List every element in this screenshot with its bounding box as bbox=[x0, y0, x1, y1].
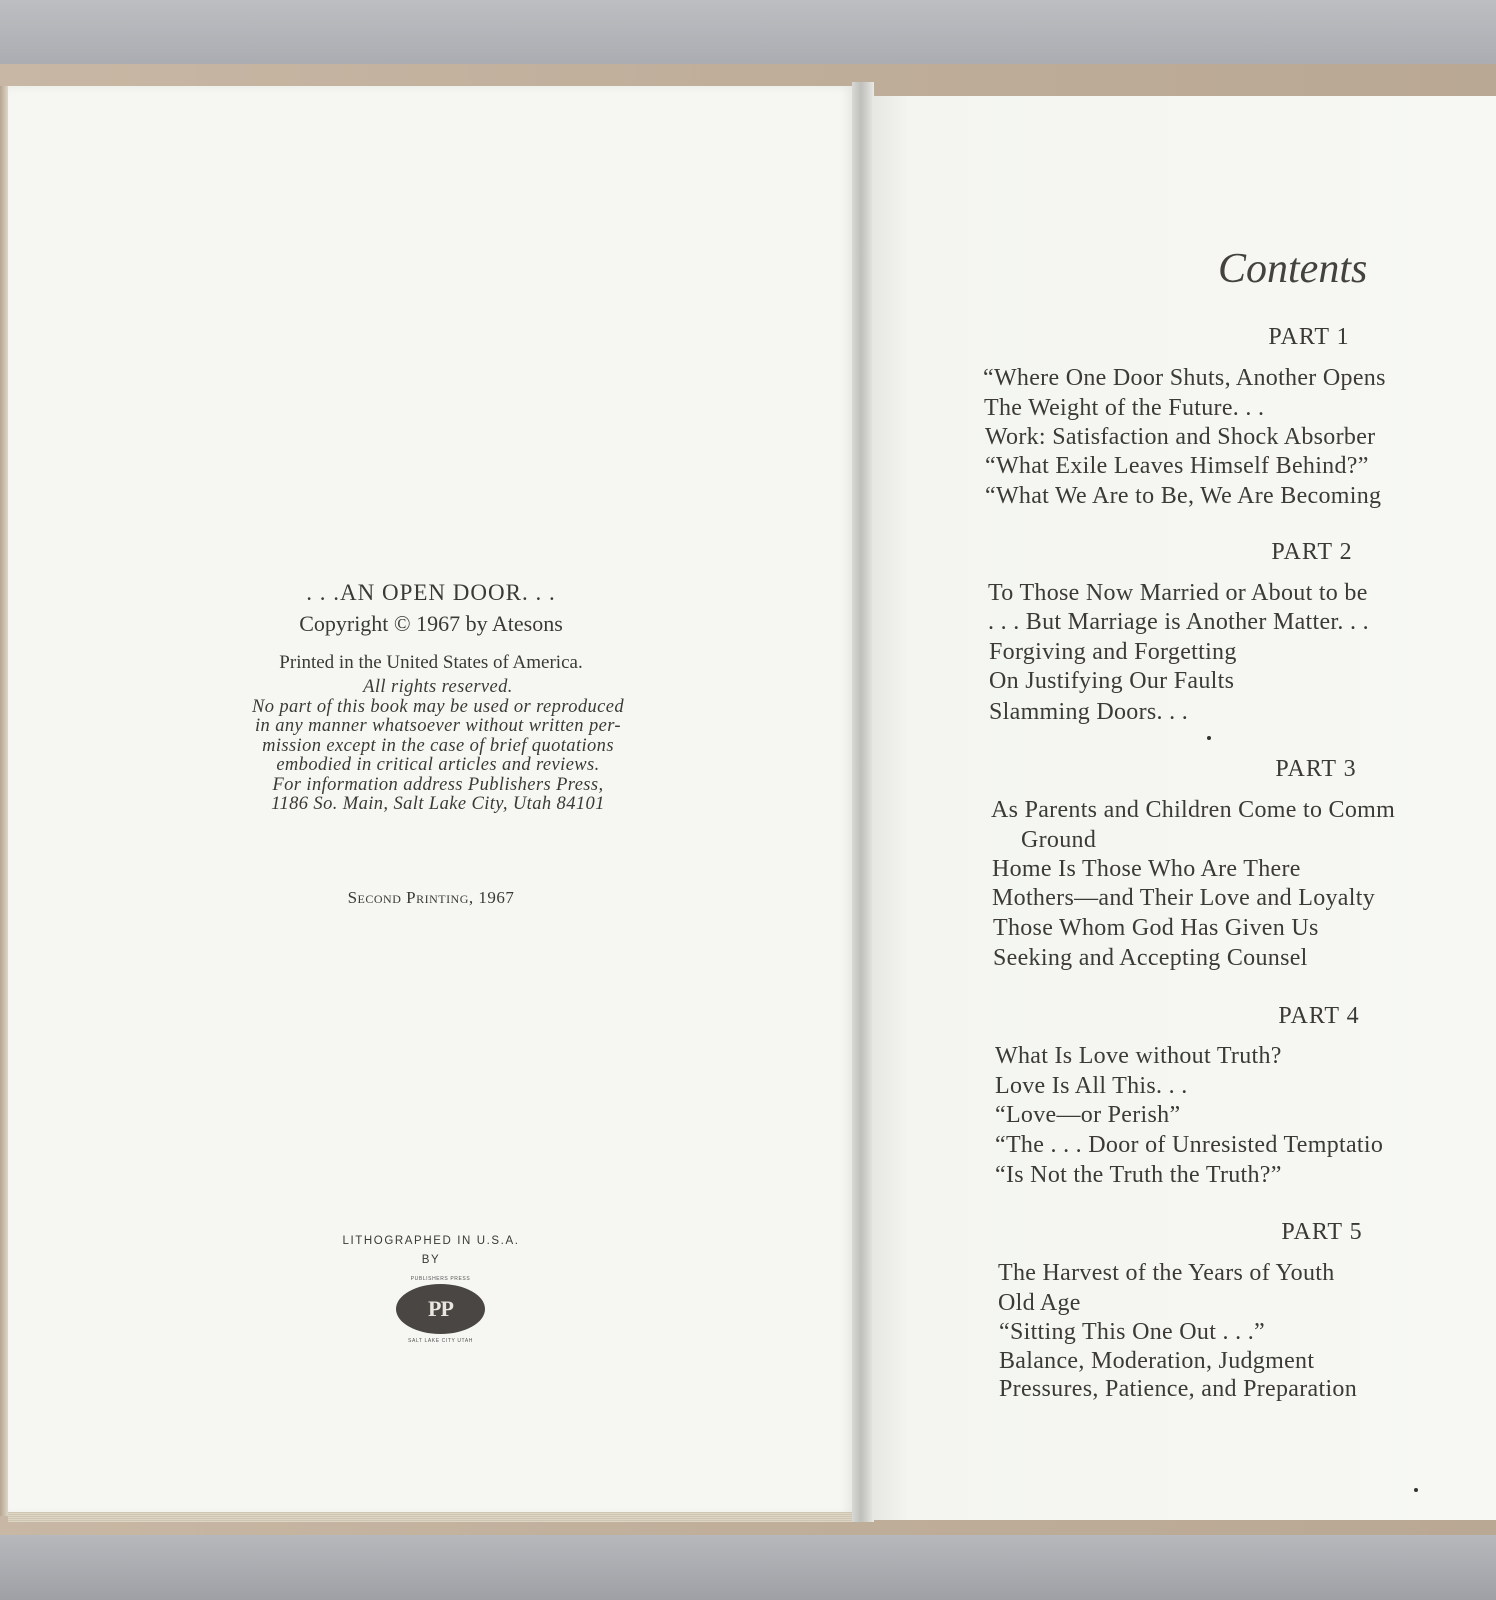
rights-line: No part of this book may be used or reproduced bbox=[251, 696, 625, 717]
publisher-logo bbox=[393, 1276, 488, 1346]
toc-entry: On Justifying Our Faults bbox=[989, 668, 1235, 694]
rights-line: embodied in critical articles and reviews. bbox=[276, 755, 600, 775]
part-heading: PART 1 bbox=[1268, 324, 1350, 350]
book-spine-gutter bbox=[852, 82, 874, 1522]
toc-entry: Work: Satisfaction and Shock Absorber bbox=[985, 424, 1376, 450]
paper-speck bbox=[1414, 1488, 1418, 1492]
rights-notice bbox=[208, 678, 668, 815]
lithographed-notice: LITHOGRAPHED IN U.S.A. bbox=[342, 1235, 520, 1247]
toc-entry: Slamming Doors. . . bbox=[989, 699, 1189, 725]
toc-entry: Home Is Those Who Are There bbox=[992, 856, 1301, 882]
book-title: . . .AN OPEN DOOR. . . bbox=[306, 580, 556, 605]
copyright-block bbox=[8, 86, 854, 1516]
toc-entry: As Parents and Children Come to Comm bbox=[991, 797, 1396, 823]
logo-oval-icon bbox=[396, 1284, 485, 1334]
toc-entry: “What Exile Leaves Himself Behind?” bbox=[985, 453, 1369, 479]
toc-entry: Forgiving and Forgetting bbox=[989, 639, 1237, 665]
toc-entry: Pressures, Patience, and Preparation bbox=[999, 1376, 1358, 1402]
toc-entry: Ground bbox=[1021, 827, 1097, 853]
rights-line: For information address Publishers Press, bbox=[272, 774, 604, 795]
rights-line: in any manner whatsoever without written per- bbox=[254, 716, 621, 736]
toc-entry: . . . But Marriage is Another Matter. . . bbox=[988, 609, 1369, 635]
logo-mark: PP bbox=[428, 1296, 453, 1321]
toc-entry: Seeking and Accepting Counsel bbox=[993, 945, 1308, 971]
rights-line: mission except in the case of brief quotations bbox=[262, 735, 614, 756]
toc-entry: To Those Now Married or About to be bbox=[988, 580, 1368, 606]
toc-entry: Mothers—and Their Love and Loyalty bbox=[992, 885, 1375, 911]
part-heading: PART 3 bbox=[1275, 756, 1357, 782]
paper-speck bbox=[1207, 736, 1211, 740]
lithographed-by: BY bbox=[421, 1254, 441, 1266]
toc-entry: “The . . . Door of Unresisted Temptatio bbox=[995, 1132, 1384, 1158]
toc-entry: “Is Not the Truth the Truth?” bbox=[995, 1162, 1282, 1188]
rights-line: 1186 So. Main, Salt Lake City, Utah 84101 bbox=[271, 794, 605, 814]
logo-top-text: PUBLISHERS PRESS bbox=[410, 1276, 471, 1282]
toc-entry: “What We Are to Be, We Are Becoming bbox=[985, 483, 1382, 509]
page-edge-bottom bbox=[8, 1512, 854, 1522]
logo-bottom-text: SALT LAKE CITY UTAH bbox=[408, 1338, 473, 1344]
toc-entry: Old Age bbox=[998, 1290, 1081, 1316]
part-heading: PART 5 bbox=[1281, 1219, 1363, 1245]
toc-entry: What Is Love without Truth? bbox=[995, 1043, 1282, 1069]
toc-entry: “Where One Door Shuts, Another Opens bbox=[983, 365, 1386, 391]
background-bottom bbox=[0, 1535, 1496, 1600]
toc-entry: Those Whom God Has Given Us bbox=[993, 915, 1319, 941]
toc-entry: The Harvest of the Years of Youth bbox=[998, 1260, 1335, 1286]
toc-entry: The Weight of the Future. . . bbox=[984, 395, 1265, 421]
contents-title: Contents bbox=[1218, 246, 1368, 292]
rights-line: All rights reserved. bbox=[363, 677, 513, 697]
toc-entry: “Sitting This One Out . . .” bbox=[999, 1319, 1265, 1345]
printed-in-notice: Printed in the United States of America. bbox=[279, 652, 583, 673]
toc-entry: Love Is All This. . . bbox=[995, 1073, 1188, 1099]
printing-notice: Second Printing, 1967 bbox=[347, 888, 515, 907]
copyright-page bbox=[8, 86, 854, 1516]
toc-entry: “Love—or Perish” bbox=[995, 1102, 1181, 1128]
copyright-notice: Copyright © 1967 by Atesons bbox=[299, 611, 563, 636]
part-heading: PART 4 bbox=[1278, 1003, 1360, 1029]
toc-entry: Balance, Moderation, Judgment bbox=[999, 1348, 1315, 1374]
part-heading: PART 2 bbox=[1271, 539, 1353, 565]
